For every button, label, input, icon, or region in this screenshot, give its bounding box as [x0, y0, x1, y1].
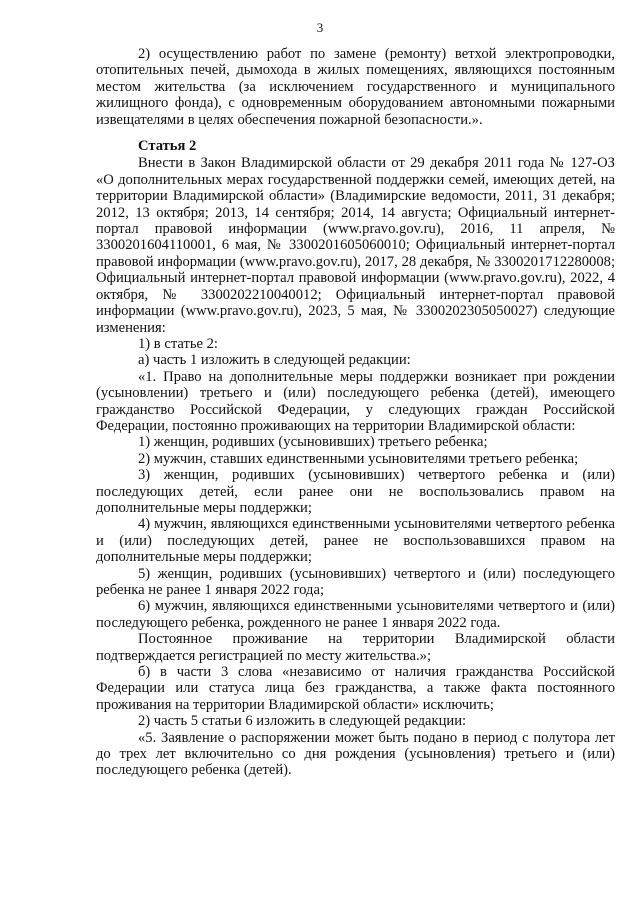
- document-paragraph: 2) осуществлению работ по замене (ремонту) ветхой электропроводки, отопительных печей, дымохода в жилых помещениях, являющихся постоянным местом жительства (за исключением государственного и муниципального жилищного фонда), с одновременным оборудованием автономными пожарными извещателями в целях обеспечения пожарной безопасности.».: [96, 46, 615, 128]
- document-paragraph: 3) женщин, родивших (усыновивших) четвертого ребенка и (или) последующих детей, если ранее они не воспользовались правом на дополнительные меры поддержки;: [96, 467, 615, 516]
- document-paragraph: 1) в статье 2:: [138, 335, 218, 352]
- document-paragraph: «5. Заявление о распоряжении может быть подано в период с полутора лет до трех лет включительно со дня рождения (усыновления) третьего и (или) последующего ребенка (детей).: [96, 729, 615, 779]
- page-number: 3: [316, 20, 324, 35]
- document-paragraph: а) часть 1 изложить в следующей редакции:: [138, 352, 411, 369]
- document-paragraph: 4) мужчин, являющихся единственными усыновителями четвертого ребенка и (или) последующих детей, ранее не воспользовавшихся правом на дополнительные меры поддержки;: [96, 516, 615, 566]
- document-paragraph: 2) часть 5 статьи 6 изложить в следующей редакции:: [138, 713, 467, 730]
- document-paragraph: Постоянное проживание на территории Владимирской области подтверждается регистрацией по месту жительства.»;: [96, 631, 615, 664]
- document-paragraph: «1. Право на дополнительные меры поддержки возникает при рождении (усыновлении) третьего и (или) последующего ребенка (детей), имеющего гражданство Российской Федерации, у следующих граждан Российской Федерации, постоянно проживающих на территории Владимирской области:: [96, 368, 615, 434]
- document-body: [96, 46, 615, 779]
- document-paragraph: Внести в Закон Владимирской области от 29 декабря 2011 года № 127-ОЗ «О дополнительных мерах государственной поддержки семей, имеющих детей, на территории Владимирской области» (Владимирские ведомости, 2011, 31 декабря; 2012, 13 октября; 2013, 14 сентября; 2014, 14 августа; Официальный интернет-портал правовой информации (www.pravo.gov.ru), 2016, 11 апреля, № 3300201604110001, 6 мая, № 3300201605060010; Официальный интернет-портал правовой информации (www.pravo.gov.ru), 2017, 28 декабря, № 3300201712280008; Официальный интернет-портал правовой информации (www.pravo.gov.ru), 2022, 4 октября, № 3300202210040012; Официальный интернет-портал правовой информации (www.pravo.gov.ru), 2023, 5 мая, № 3300202305050027) следующие изменения:: [96, 155, 615, 336]
- article-heading: Статья 2: [138, 138, 197, 155]
- document-paragraph: 6) мужчин, являющихся единственными усыновителями четвертого и (или) последующего ребенка, рожденного не ранее 1 января 2022 года.: [96, 598, 615, 631]
- document-paragraph: 2) мужчин, ставших единственными усыновителями третьего ребенка;: [138, 450, 579, 467]
- document-paragraph: 5) женщин, родивших (усыновивших) четвертого и (или) последующего ребенка не ранее 1 января 2022 года;: [96, 565, 615, 598]
- document-paragraph: б) в части 3 слова «независимо от наличия гражданства Российской Федерации или статуса лица без гражданства, а также факта постоянного проживания на территории Владимирской области» исключить;: [96, 664, 615, 713]
- document-paragraph: 1) женщин, родивших (усыновивших) третьего ребенка;: [138, 434, 488, 451]
